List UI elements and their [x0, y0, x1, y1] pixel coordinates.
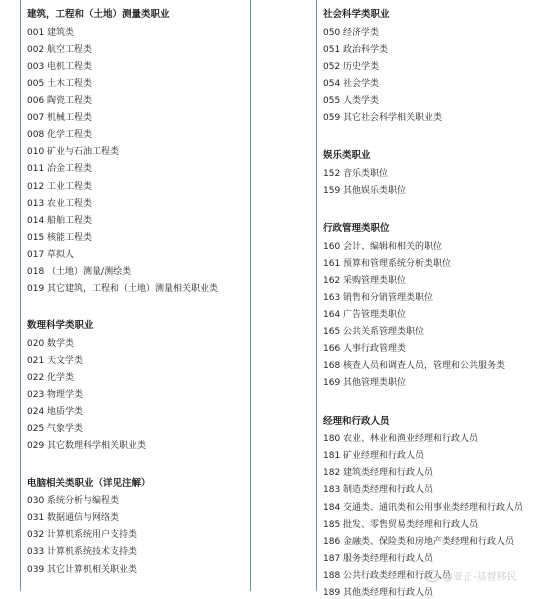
list-item: 029 其它数理科学相关职业类: [27, 441, 147, 452]
list-item: 013 农业工程类: [27, 198, 93, 209]
list-item: 059 其它社会科学相关职业类: [323, 113, 443, 124]
right-column: [316, 0, 544, 598]
list-item: 010 矿业与石油工程类: [27, 147, 120, 158]
watermark: [425, 568, 517, 583]
list-item: 051 政治科学类: [323, 44, 389, 55]
list-item: 050 经济学类: [323, 27, 380, 38]
list-item: 012 工业工程类: [27, 181, 93, 192]
list-item: 168 核查人员和调查人员，管理和公共服务类: [323, 361, 506, 372]
section-heading: 建筑，工程和（土地）测量类职业: [27, 9, 170, 20]
list-item: 025 气象学类: [27, 424, 84, 435]
list-item: 024 地质学类: [27, 407, 84, 418]
section-heading: 社会科学类职业: [323, 9, 390, 20]
list-item: 020 数学类: [27, 338, 75, 349]
list-item: 183 制造类经理和行政人员: [323, 485, 434, 496]
list-item: 162 采购管理类职位: [323, 275, 407, 286]
list-item: 032 计算机系统用户支持类: [27, 530, 138, 541]
list-item: 054 社会学类: [323, 78, 380, 89]
list-item: 169 其他管理类职位: [323, 378, 407, 389]
section-heading: 数理科学类职业: [27, 320, 94, 332]
list-item: 001 建筑类: [27, 27, 75, 38]
list-item: 187 服务类经理和行政人员: [323, 553, 434, 564]
list-item: 152 音乐类职位: [323, 168, 389, 179]
list-item: 006 陶瓷工程类: [27, 96, 93, 106]
list-item: 011 冶金工程类: [27, 164, 93, 175]
list-item: 014 船舶工程类: [27, 215, 93, 226]
list-item: 003 电机工程类: [27, 61, 93, 72]
list-item: 021 天文学类: [27, 355, 84, 366]
list-item: 052 历史学类: [323, 61, 380, 72]
list-item: 182 建筑类经理和行政人员: [323, 468, 434, 479]
list-item: 166 人事行政管理类: [323, 344, 407, 355]
watermark-text: @亚正-基督移民: [443, 572, 517, 583]
list-item: 005 土木工程类: [27, 78, 93, 89]
list-item: 022 化学类: [27, 373, 75, 383]
list-item: 189 其他类经理和行政人员: [323, 588, 434, 598]
list-item: 164 广告管理类职位: [323, 310, 407, 320]
section-heading: 娱乐类职业: [323, 150, 371, 162]
list-item: 055 人类学类: [323, 96, 380, 106]
list-item: 160 会计、编辑和相关的职位: [323, 241, 443, 252]
section-heading: 行政管理类职位: [323, 223, 390, 234]
list-item: 188 公共行政类经理和行政人员: [323, 570, 452, 581]
list-item: 030 系统分析与编程类: [27, 496, 120, 507]
watermark-logo-icon: [425, 570, 439, 582]
list-item: 186 金融类、保险类和房地产类经理和行政人员: [323, 536, 515, 547]
list-item: 015 核能工程类: [27, 232, 93, 243]
list-item: 002 航空工程类: [27, 44, 93, 55]
list-item: 184 交通类、通讯类和公用事业类经理和行政人员: [323, 502, 524, 513]
list-item: 181 矿业经理和行政人员: [323, 451, 425, 462]
list-item: 031 数据通信与网络类: [27, 513, 120, 524]
section-heading: 经理和行政人员: [323, 415, 390, 427]
list-item: 007 机械工程类: [27, 113, 93, 124]
list-item: 017 草拟人: [27, 249, 75, 260]
list-item: 033 计算机系统技术支持类: [27, 547, 138, 558]
list-item: 163 销售和分销管理类职位: [323, 292, 434, 303]
section-heading: 电脑相关类职业（详见注解）: [27, 477, 151, 489]
list-item: 161 预算和管理系统分析类职位: [323, 258, 452, 269]
list-item: 039 其它计算机相关职业类: [27, 564, 138, 575]
list-item: 008 化学工程类: [27, 130, 93, 141]
list-item: 180 农业、林业和渔业经理和行政人员: [323, 434, 479, 445]
left-column: [20, 0, 251, 591]
list-item: 018 （土地）测量/测绘类: [27, 267, 132, 277]
list-item: 023 物理学类: [27, 390, 84, 401]
list-item: 159 其他娱乐类职位: [323, 185, 407, 196]
list-item: 185 批发、零售贸易类经理和行政人员: [323, 519, 479, 530]
list-item: 019 其它建筑，工程和（土地）测量相关职业类: [27, 284, 219, 295]
list-item: 165 公共关系管理类职位: [323, 327, 425, 338]
